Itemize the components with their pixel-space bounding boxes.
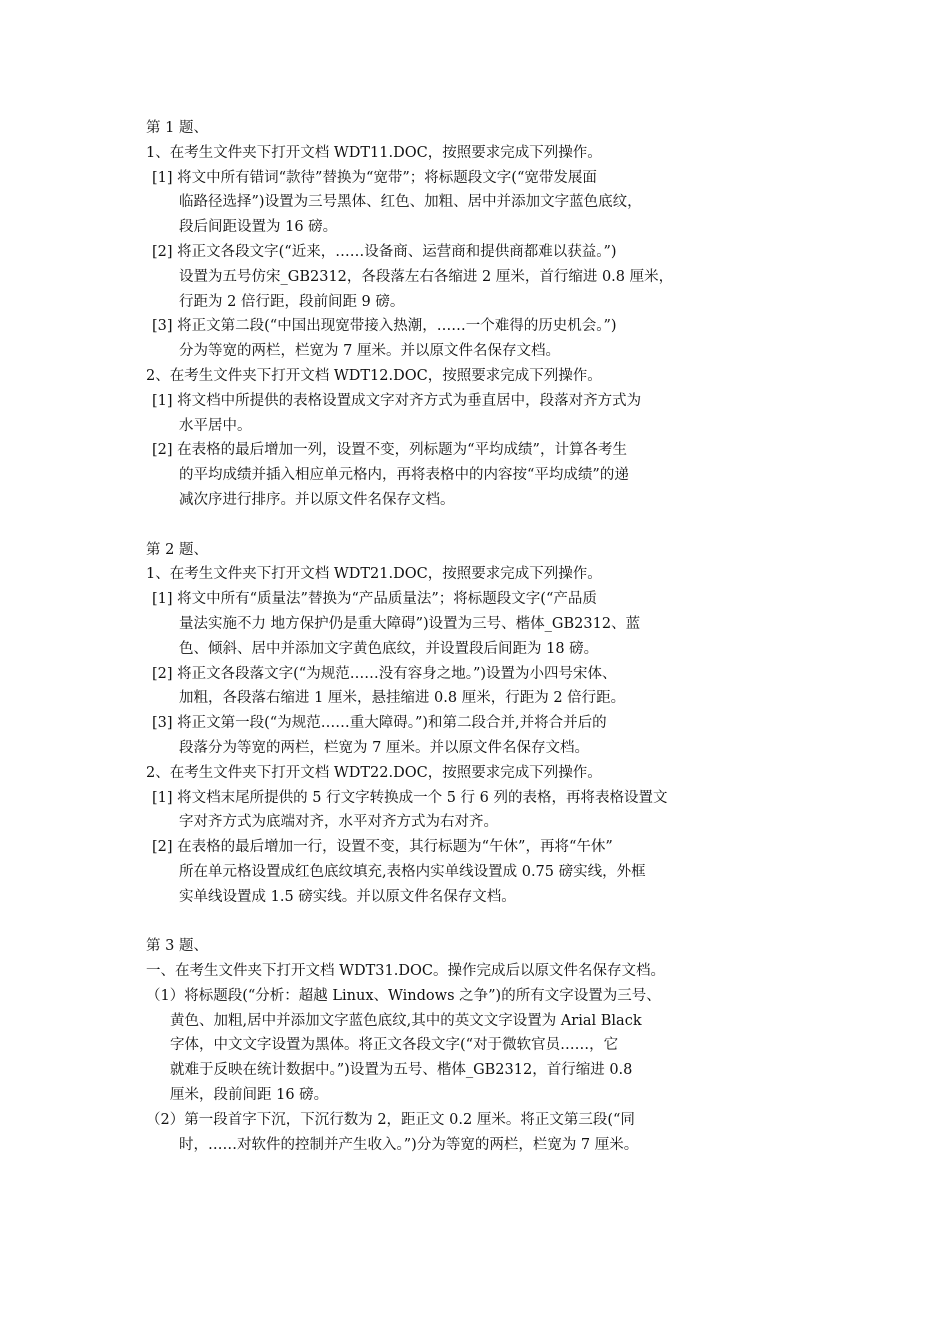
step-continuation: 就难于反映在统计数据中。”)设置为五号、楷体_GB2312，首行缩进 0.8 xyxy=(170,1062,633,1079)
section-spacer xyxy=(146,513,746,538)
step-continuation: 所在单元格设置成红色底纹填充,表格内实单线设置成 0.75 磅实线，外框 xyxy=(179,863,646,880)
step-continuation: 厘米，段前间距 16 磅。 xyxy=(170,1087,329,1104)
step-continuation: 段后间距设置为 16 磅。 xyxy=(179,219,338,236)
step-continuation: 减次序进行排序。并以原文件名保存文档。 xyxy=(179,491,455,508)
sub-step: [1] 将文档末尾所提供的 5 行文字转换成一个 5 行 6 列的表格，再将表格设置文 xyxy=(152,789,668,806)
sub-step: [2] 在表格的最后增加一列，设置不变，列标题为“平均成绩”，计算各考生 xyxy=(152,442,627,459)
sub-step: [2] 将正文各段落文字(“为规范……没有容身之地。”)设置为小四号宋体、 xyxy=(152,665,617,682)
step-continuation: 水平居中。 xyxy=(179,417,252,434)
task-item: 1、在考生文件夹下打开文档 WDT11.DOC，按照要求完成下列操作。 xyxy=(146,144,602,161)
step-continuation: 实单线设置成 1.5 磅实线。并以原文件名保存文档。 xyxy=(179,888,516,905)
sub-step: [2] 将正文各段文字(“近来，……设备商、运营商和提供商都难以获益。”) xyxy=(152,243,617,260)
sub-step: [1] 将文档中所提供的表格设置成文字对齐方式为垂直居中，段落对齐方式为 xyxy=(152,392,642,409)
sub-step: [1] 将文中所有错词“款待”替换为“宽带”；将标题段文字(“宽带发展面 xyxy=(152,169,597,186)
step-continuation: 黄色、加粗,居中并添加文字蓝色底纹,其中的英文文字设置为 Arial Black xyxy=(170,1012,642,1029)
task-item: 1、在考生文件夹下打开文档 WDT21.DOC，按照要求完成下列操作。 xyxy=(146,566,602,583)
step-continuation: 行距为 2 倍行距，段前间距 9 磅。 xyxy=(179,293,405,310)
step-continuation: 量法实施不力 地方保护仍是重大障碍”)设置为三号、楷体_GB2312、蓝 xyxy=(179,615,641,632)
task-item: 2、在考生文件夹下打开文档 WDT12.DOC，按照要求完成下列操作。 xyxy=(146,367,602,384)
sub-step: [3] 将正文第二段(“中国出现宽带接入热潮，……一个难得的历史机会。”) xyxy=(152,318,617,335)
step-continuation: 临路径选择”)设置为三号黑体、红色、加粗、居中并添加文字蓝色底纹， xyxy=(179,194,642,211)
task-item: 2、在考生文件夹下打开文档 WDT22.DOC，按照要求完成下列操作。 xyxy=(146,764,602,781)
sub-step: [2] 在表格的最后增加一行，设置不变，其行标题为“午休”，再将“午休” xyxy=(152,839,613,856)
step-continuation: 的平均成绩并插入相应单元格内，再将表格中的内容按“平均成绩”的递 xyxy=(179,467,629,484)
step-continuation: 设置为五号仿宋_GB2312，各段落左右各缩进 2 厘米，首行缩进 0.8 厘米， xyxy=(179,268,674,285)
step-continuation: 色、倾斜、居中并添加文字黄色底纹，并设置段后间距为 18 磅。 xyxy=(179,640,599,657)
question-title: 第 1 题、 xyxy=(146,120,208,136)
sub-step: [3] 将正文第一段(“为规范……重大障碍。”)和第二段合并,并将合并后的 xyxy=(152,715,607,732)
section-spacer xyxy=(146,910,746,935)
step-continuation: 分为等宽的两栏，栏宽为 7 厘米。并以原文件名保存文档。 xyxy=(179,343,560,360)
step-continuation: 加粗，各段落右缩进 1 厘米，悬挂缩进 0.8 厘米，行距为 2 倍行距。 xyxy=(179,690,626,707)
sub-step: （1）将标题段(“分析：超越 Linux、Windows 之争”)的所有文字设置为三号、 xyxy=(146,987,661,1004)
question-title: 第 2 题、 xyxy=(146,541,208,558)
sub-step: （2）第一段首字下沉，下沉行数为 2，距正文 0.2 厘米。将正文第三段(“同 xyxy=(146,1111,635,1128)
task-item: 一、在考生文件夹下打开文档 WDT31.DOC。操作完成后以原文件名保存文档。 xyxy=(146,963,665,980)
step-continuation: 时，……对软件的控制并产生收入。”)分为等宽的两栏，栏宽为 7 厘米。 xyxy=(179,1136,639,1153)
sub-step: [1] 将文中所有“质量法”替换为“产品质量法”；将标题段文字(“产品质 xyxy=(152,591,597,608)
document-body xyxy=(146,116,746,1157)
question-title: 第 3 题、 xyxy=(146,938,208,955)
step-continuation: 字体，中文文字设置为黑体。将正文各段文字(“对于微软官员……，它 xyxy=(170,1037,619,1054)
step-continuation: 字对齐方式为底端对齐，水平对齐方式为右对齐。 xyxy=(179,814,498,831)
step-continuation: 段落分为等宽的两栏，栏宽为 7 厘米。并以原文件名保存文档。 xyxy=(179,739,589,756)
